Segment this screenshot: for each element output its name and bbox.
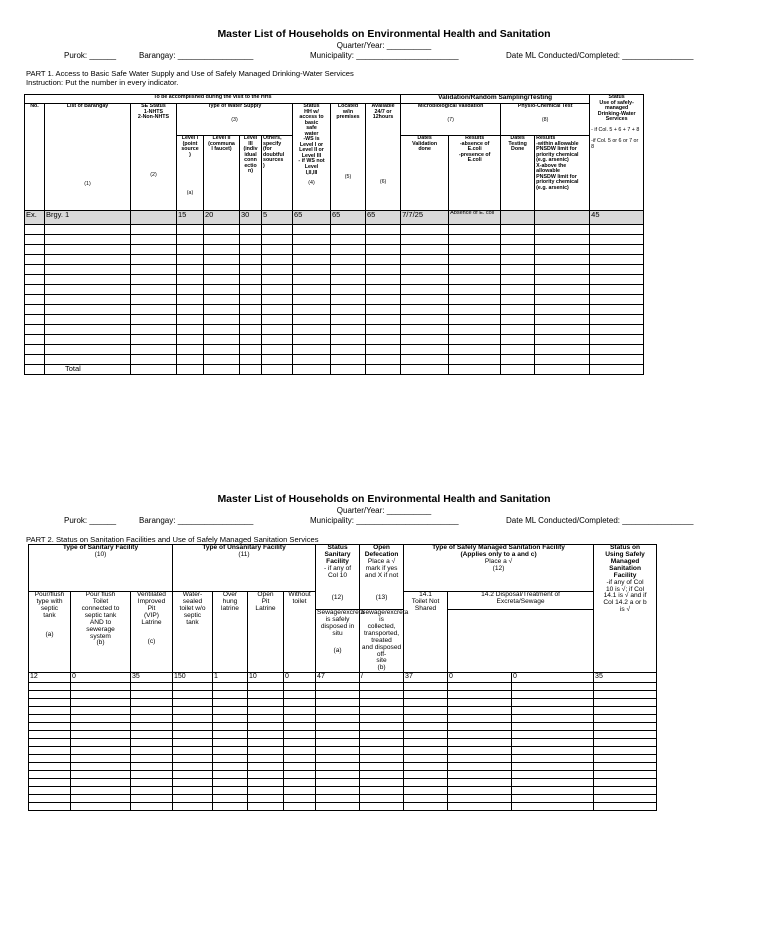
table-row — [29, 755, 657, 763]
part1-heading: PART 1. Access to Basic Safe Water Supply and Use of Safely Managed Drinking-Water Services — [26, 69, 354, 78]
table-row — [29, 787, 657, 795]
col-open-pit-latrine: Open Pit Latrine — [248, 592, 284, 673]
table-row — [25, 355, 644, 365]
table-row — [29, 723, 657, 731]
table-row — [29, 771, 657, 779]
part1-instruction: Instruction: Put the number in every indicator. — [26, 78, 179, 87]
table-row — [25, 235, 644, 245]
part2-purok: Purok: ______ — [64, 516, 117, 525]
table-row — [29, 763, 657, 771]
table-row — [29, 731, 657, 739]
col-microbiological-validation: Microbiological Validation (7) — [401, 104, 501, 136]
col-toilet-not-shared: 14.1 Toilet Not Shared — [404, 592, 448, 673]
table-row — [25, 245, 644, 255]
col-type-water-supply: Type of Water Supply (3) — [177, 104, 293, 136]
col-se-status: SE Status 1-NHTS 2-Non-NHTS (2) — [131, 104, 177, 211]
col-using-safely-managed: Status on Using Safely Managed Sanitation Facility -if any of Col 10 is √; if Col 14.1 is √ and if Col 14.2 a or b is √ — [594, 545, 657, 673]
col-open-defecation: Open Defecation Place a √ mark if yes and X if not (13) — [360, 545, 404, 610]
table-row — [25, 335, 644, 345]
table-row — [25, 345, 644, 355]
part1-date-ml: Date ML Conducted/Completed: ________________ — [506, 51, 694, 60]
col-others-specify: Others, specify (for doubtful sources ) — [262, 136, 293, 211]
part2-title: Master List of Households on Environmental Health and Sanitation — [217, 493, 551, 505]
table-row — [29, 779, 657, 787]
col-disposed-in-situ: Sewage/excreta is safely disposed in situ (a) — [316, 610, 360, 673]
table-row — [25, 225, 644, 235]
part2-date-ml: Date ML Conducted/Completed: ________________ — [506, 516, 694, 525]
part1-quarter: Quarter/Year: __________ — [336, 41, 432, 50]
col-level-1: Level I (point source ) (a) — [177, 136, 204, 211]
part2-municipality: Municipality: _______________________ — [310, 516, 459, 525]
col-results-ecoli: Results -absence of E.coli -presence of E.coli — [449, 136, 501, 211]
table-row — [25, 325, 644, 335]
col-available-247: Available 24/7 or 12hours (6) — [366, 104, 401, 211]
table-row — [29, 699, 657, 707]
col-dates-validation: Dates Validation done — [401, 136, 449, 211]
table-row — [29, 795, 657, 803]
table-row — [29, 715, 657, 723]
col-vip-latrine: Ventilated Improved Pit (VIP) Latrine (c) — [131, 592, 173, 673]
total-label: Total — [45, 365, 131, 375]
part1-purok: Purok: ______ — [64, 51, 117, 60]
part1-municipality: Municipality: _______________________ — [310, 51, 459, 60]
col-overhung-latrine: Over hung latrine — [213, 592, 248, 673]
table-row — [25, 295, 644, 305]
group-visit-header: To be accomplished during the visit to the HHs — [25, 95, 401, 104]
part1-barangay: Barangay: _________________ — [139, 51, 254, 60]
col-level-3: Level III (indiv idual conn ectio n) — [240, 136, 262, 211]
col-no: No. — [25, 104, 45, 211]
part1-title: Master List of Households on Environmental Health and Sanitation — [217, 28, 551, 40]
total-row — [25, 365, 644, 375]
col-without-toilet: Without toilet — [284, 592, 316, 673]
table-row — [25, 315, 644, 325]
col-list-of-barangay: List of Barangay (1) — [45, 104, 131, 211]
table-row — [29, 739, 657, 747]
table-row — [25, 255, 644, 265]
col-disposed-off-site: Sewage/excreta is collected, transported, treated and disposed off- site (b) — [361, 609, 409, 672]
col-level-2: Level II (communa l faucet) — [204, 136, 240, 211]
col-sanitary-facility: Type of Sanitary Facility (10) — [29, 545, 173, 592]
col-safely-managed-facility: Type of Safely Managed Sanitation Facility (Applies only to a and c) Place a √ (12) — [404, 545, 594, 592]
example-row: 12 0 35 150 1 10 0 47 / 37 0 0 35 — [29, 673, 657, 683]
group-validation-header: Validation/Random Sampling/Testing — [401, 95, 590, 104]
example-row: Ex. Brgy. 1 15 20 30 5 65 65 65 7/7/25 Absence of E. coli 45 — [25, 211, 644, 225]
table-row — [29, 803, 657, 811]
part2-quarter: Quarter/Year: __________ — [336, 506, 432, 515]
col-safe-water-status: Status Use of safely-managed Drinking-Water Services - if Col. 5 + 6 + 7 + 8 -if Col. 5 or 6 or 7 or 8 — [590, 95, 644, 211]
water-supply-table — [24, 94, 644, 375]
part2-heading: PART 2. Status on Sanitation Facilities and Use of Safely Managed Sanitation Services — [26, 535, 319, 544]
table-row — [29, 707, 657, 715]
col-status-basic-water: Status HH w/ access to basic safe water -WS is Level I or Level II or Level III - if WS not Level I,II,III (4) — [293, 104, 331, 211]
sanitation-table — [28, 544, 657, 811]
col-disposal-treatment: 14.2 Disposal/Treatment of Excreta/Sewage — [448, 592, 594, 610]
table-row — [25, 275, 644, 285]
table-row — [25, 265, 644, 275]
col-status-sanitary: Status Sanitary Facility - if any of Col 10 (12) — [316, 545, 360, 610]
col-pour-flush-septic: Pour/flush type with septic tank (a) — [29, 592, 71, 673]
col-physio-chemical-test: Physio-Chemical Test (8) — [501, 104, 590, 136]
table-row — [29, 747, 657, 755]
col-dates-testing: Dates Testing Done — [501, 136, 535, 211]
table-row — [29, 683, 657, 691]
table-row — [29, 691, 657, 699]
table-row — [25, 305, 644, 315]
table-row — [25, 285, 644, 295]
col-results-chemical: Results -within allowable PNSDW limit for priority chemical (e.g. arsenic) X-above the allowable PNSDW limit for priority chemical (e.g. arsenic) — [535, 136, 590, 211]
col-pour-flush-sewerage: Pour flush Toilet connected to septic tank AND to sewerage system (b) — [71, 592, 131, 673]
part2-barangay: Barangay: _________________ — [139, 516, 254, 525]
col-unsanitary-facility: Type of Unsanitary Facility (11) — [173, 545, 316, 592]
col-water-sealed: Water- sealed toilet w/o septic tank — [173, 592, 213, 673]
col-located-premises: Located w/in premises (5) — [331, 104, 366, 211]
